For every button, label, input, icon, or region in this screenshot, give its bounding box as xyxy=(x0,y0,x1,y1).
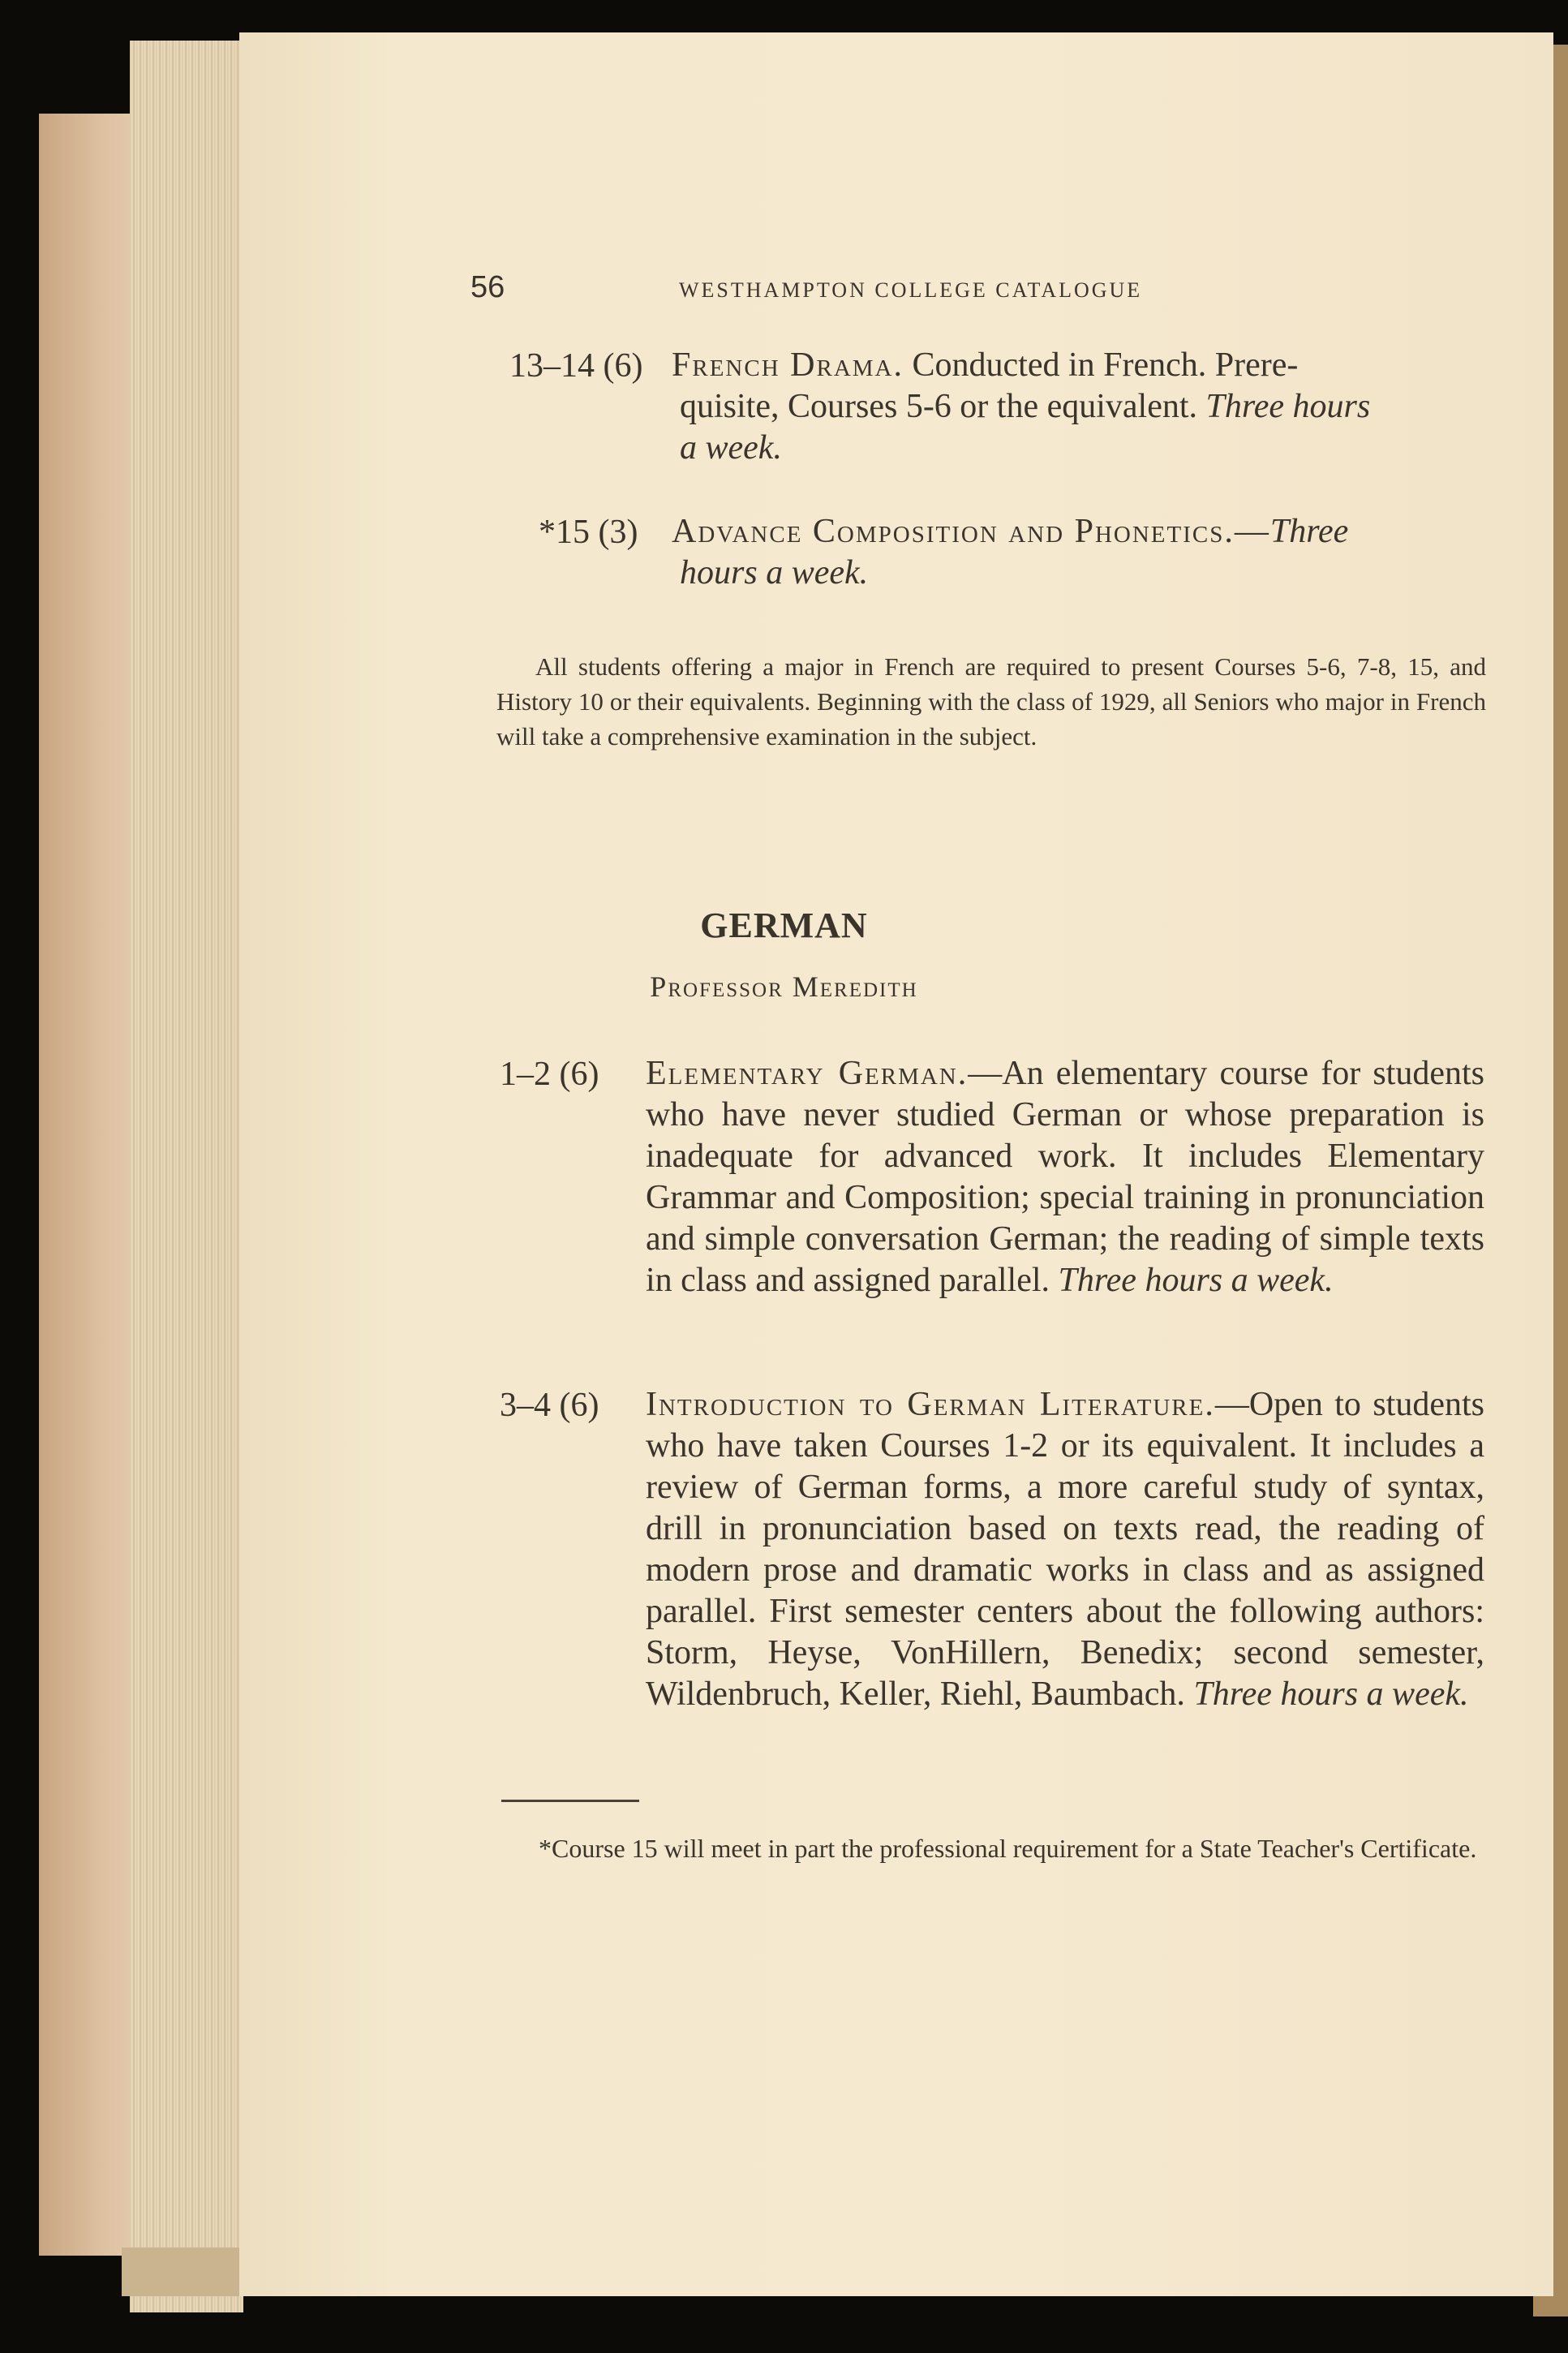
course-number: 1–2 (6) xyxy=(500,1056,599,1093)
section-title-german: GERMAN xyxy=(700,905,868,945)
course-title: Introduction to German Literature. xyxy=(646,1386,1215,1423)
course-number: *15 (3) xyxy=(539,514,638,551)
course-text: quisite, Courses 5-6 or the equivalent. xyxy=(680,388,1198,425)
course-text: —Open to students who have taken Courses 1-2 or its equivalent. It includes a review of German forms, a more careful study of syntax, drill in pronunciation based on texts read, the reading of modern prose and dramatic works in class and as assigned parallel. First semester centers about the following authors: Storm, Heyse, VonHillern, Benedix; second semester, Wildenbruch, Keller, Riehl, Baumbach. xyxy=(646,1386,1485,1713)
course-number: 3–4 (6) xyxy=(500,1387,599,1424)
course-hours: Three hours a week. xyxy=(1058,1262,1334,1299)
course-hours: Three hours a week. xyxy=(1193,1675,1469,1713)
course-description xyxy=(646,1053,1484,1301)
course-hours: Three xyxy=(1269,513,1349,550)
footnote: *Course 15 will meet in part the professional requirement for a State Teacher's Certificate. xyxy=(539,1834,1477,1863)
course-hours: hours a week. xyxy=(680,554,869,591)
course-number: 13–14 (6) xyxy=(509,347,643,385)
course-hours: Three hours xyxy=(1205,388,1371,425)
page-number: 56 xyxy=(470,270,505,304)
page-stack-edges xyxy=(130,41,243,2312)
running-head: WESTHAMPTON COLLEGE CATALOGUE xyxy=(679,278,1143,302)
course-text: Conducted in French. Prere- xyxy=(912,346,1299,384)
course-description xyxy=(646,1384,1484,1715)
course-hours: a week. xyxy=(680,429,782,467)
french-major-requirements: All students offering a major in French are required to present Courses 5-6, 7-8, 15, and History 10 or their equivalents. Beginning with the class of 1929, all Seniors who major in French will take a comprehensive examination in the subject. xyxy=(496,652,1486,751)
course-title: Advance Composition and Phonetics.— xyxy=(672,513,1270,550)
course-title: Elementary German. xyxy=(646,1055,969,1092)
footnote-rule xyxy=(501,1800,639,1802)
course-description xyxy=(672,345,1483,469)
course-description xyxy=(672,511,1483,594)
course-text: —An elementary course for students who have never studied German or whose preparation is inadequate for advanced work. It includes Elementary Grammar and Composition; special training in pronunciation and simple conversation German; the reading of simple texts in class and assigned parallel. xyxy=(646,1055,1484,1299)
course-title: French Drama. xyxy=(672,346,904,384)
page-header xyxy=(470,270,1484,311)
professor-name: Professor Meredith xyxy=(650,970,918,1003)
